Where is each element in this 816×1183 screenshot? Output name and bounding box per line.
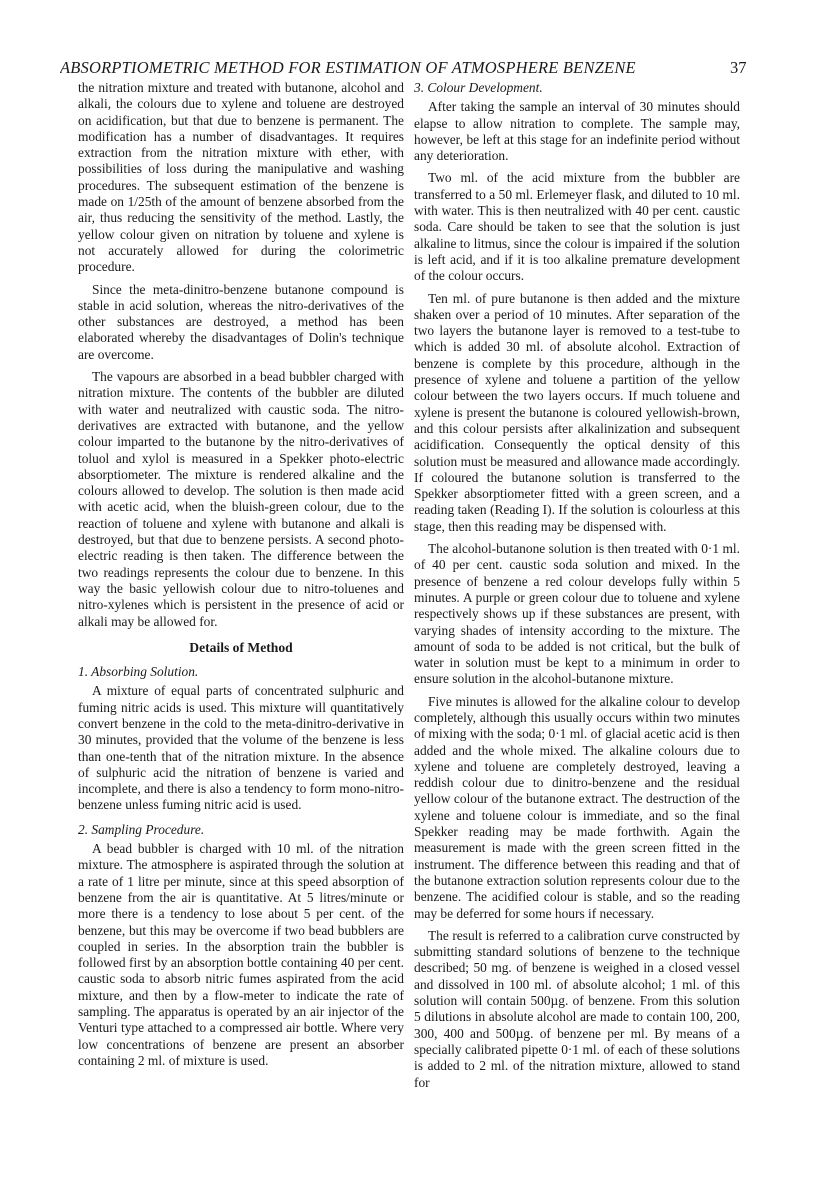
paragraph: A bead bubbler is charged with 10 ml. of the nitration mixture. The atmosphere is aspirated through the solution at a rate of 1 litre per minute, since at this speed absorption of benzene from the air is quantitative. At 5 litres/minute or more there is a tendency to lose about 5 per cent. of the benzene, but this may be overcome if two bead bubblers are coupled in series. In the absorption train the bubbler is followed first by an absorption bottle containing 40 per cent. caustic soda to absorb nitric fumes aspirated from the acid mixture, and then by a flow-meter to indicate the rate of sampling. The apparatus is operated by an air injector of the Venturi type attached to a compressed air bottle. Where very low concentrations of benzene are present an absorber containing 2 ml. of mixture is used. (78, 841, 404, 1068)
paragraph: A mixture of equal parts of concentrated sulphuric and fuming nitric acids is used. This mixture will quantitatively convert benzene in the cold to the meta-dinitro-derivative in 30 minutes, provided that the volume of the benzene is less than one-tenth that of the nitration mixture. In the absence of sulphuric acid the nitration of benzene is varied and incomplete, and there is also a tendency to form mono-nitro-benzene unless fuming nitric acid is used. (78, 683, 404, 813)
subsection-heading: 3. Colour Development. (414, 80, 543, 95)
paragraph: The alcohol-butanone solution is then treated with 0·1 ml. of 40 per cent. caustic soda solution and mixed. In the presence of benzene a red colour develops fully within 5 minutes. A purple or green colour due to toluene and xylene respectively shows up if these substances are present, with varying shades of intensity according to the mixture. The amount of soda to be added is not critical, but the bulk of water in solution must be kept to a minimum in order to ensure solution in the alcohol-butanone mixture. (414, 541, 740, 687)
paragraph: Ten ml. of pure butanone is then added and the mixture shaken over a period of 10 minutes. After separation of the two layers the butanone layer is removed to a test-tube to which is added 30 ml. of absolute alcohol. Extraction of benzene is complete by this procedure, although in the presence of xylene and toluene a partition of the yellow colour between the two layers occurs. If much toluene and xylene is present the butanone is coloured yellowish-brown, and this colour persists after alkalinization and subsequent acidification. Consequently the optical density of this solution must be measured and allowance made accordingly. If coloured the butanone solution is transferred to the Spekker absorptiometer fitted with a green screen, and a reading taken (Reading I). If the solution is colourless at this stage, then this reading may be dispensed with. (414, 290, 740, 534)
paragraph: the nitration mixture and treated with butanone, alcohol and alkali, the colours due to xylene and toluene are destroyed on acidification, but that due to benzene is permanent. The modification has a number of disadvantages. It requires extraction from the nitration mixture with ether, with possibilities of loss during the manipulative and washing procedures. The subsequent estimation of the benzene is made on 1/25th of the amount of benzene absorbed from the air, thus reducing the sensitivity of the method. Lastly, the yellow colour given on nitration by toluene and xylene is not accurately allowed for during the colorimetric procedure. (78, 80, 404, 275)
paragraph: Since the meta-dinitro-benzene butanone compound is stable in acid solution, whereas the nitro-derivatives of the other substances are destroyed, a method has been elaborated whereby the disadvantages of Dolin's technique are overcome. (78, 281, 404, 362)
section-heading: Details of Method (189, 639, 293, 655)
subsection-heading: 2. Sampling Procedure. (78, 821, 205, 837)
paragraph: The result is referred to a calibration curve constructed by submitting standard solutions of benzene to the technique described; 50 mg. of benzene is weighed in a closed vessel and dissolved in 100 ml. of absolute alcohol; 1 ml. of this solution will contain 500µg. of benzene. From this solution 5 dilutions in absolute alcohol are made to contain 100, 200, 300, 400 and 500µg. of benzene per ml. By means of a specially calibrated pipette 0·1 ml. of each of these solutions is added to 2 ml. of the nitration mixture, allowed to stand for (414, 927, 740, 1090)
subsection-heading: 1. Absorbing Solution. (78, 664, 199, 680)
paragraph: The vapours are absorbed in a bead bubbler charged with nitration mixture. The contents of the bubbler are diluted with water and neutralized with caustic soda. The nitro-derivatives are extracted with butanone, and the yellow colour imparted to the butanone by the nitro-derivatives of toluol and xylol is measured in a Spekker photo-electric absorptiometer. The mixture is rendered alkaline and the colours allowed to develop. The solution is then made acid with acetic acid, when the bluish-green colour, due to the reaction of toluene and xylene with butanone and alkali is destroyed, but that due to benzene persists. A second photo-electric reading is then taken. The difference between the two readings represents the colour due to benzene. In this way the basic yellowish colour due to nitro-toluenes and nitro-xylenes which is persistent in the presence of acid or alkali may be allowed for. (78, 369, 404, 629)
right-column (414, 80, 740, 1097)
paragraph: Five minutes is allowed for the alkaline colour to develop completely, although this usually occurs within two minutes of mixing with the soda; 0·1 ml. of glacial acetic acid is then added and the whole mixed. The alkaline colours due to xylene and toluene are completely destroyed, leaving a reddish colour due to dinitro-benzene and the residual yellow colour of the butanone extract. The destruction of the xylene and toluene colour is immediate, and so the final Spekker reading may be made forthwith. Again the measurement is made with the green screen fitted in the instrument. The difference between this reading and that of the butanone extraction solution represents colour due to the benzene. The acidified colour is stable, and so the reading may be deferred for some hours if necessary. (414, 693, 740, 921)
page-number: 37 (730, 58, 747, 77)
left-column (78, 80, 404, 1075)
paragraph: Two ml. of the acid mixture from the bubbler are transferred to a 50 ml. Erlemeyer flask, and diluted to 10 ml. with water. This is then neutralized with 40 per cent. caustic soda. Care should be taken to see that the solution is just alkaline to litmus, since the colour is impaired if the solution is left acid, and if it is too alkaline premature development of the colour occurs. (414, 170, 740, 284)
paragraph: After taking the sample an interval of 30 minutes should elapse to allow nitration to complete. The sample may, however, be left at this stage for an indefinite period without any deterioration. (414, 99, 740, 164)
running-head: ABSORPTIOMETRIC METHOD FOR ESTIMATION OF ATMOSPHERE BENZENE (60, 58, 636, 77)
